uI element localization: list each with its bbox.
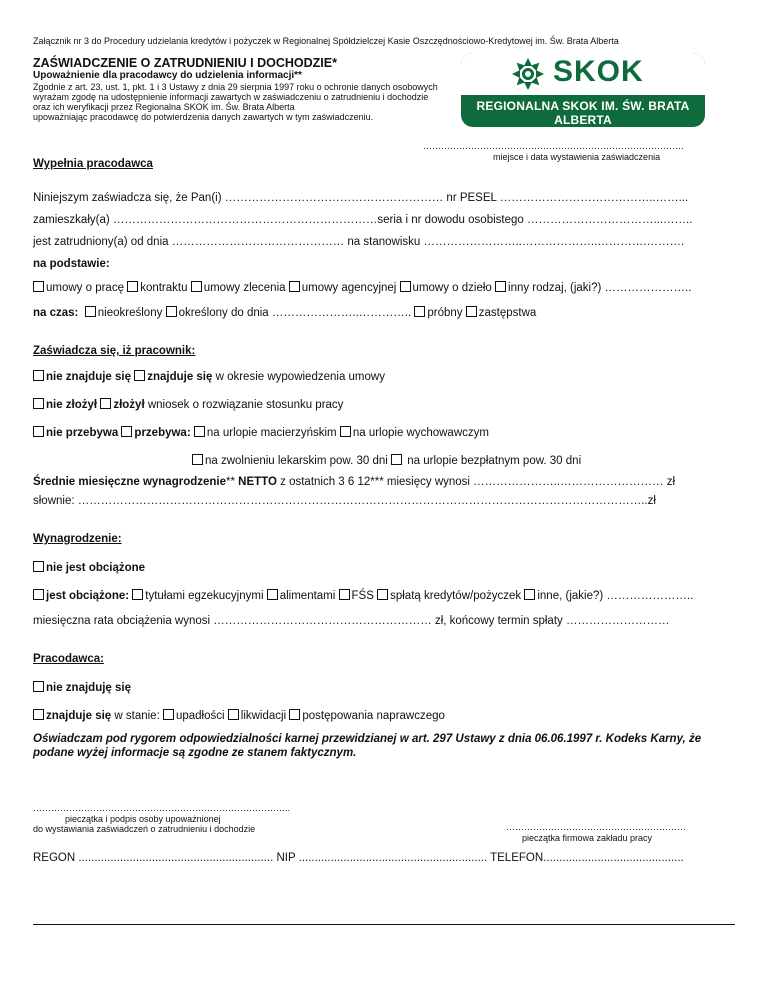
netto-label: NETTO [234, 476, 277, 488]
option-label: postępowania naprawczego [302, 710, 445, 722]
consent-line: wyrażam zgodę na udostępnienie informacji zawartych w zaświadczeniu o zatrudnieniu i dochodzie [33, 92, 429, 102]
checkbox-not-submitted[interactable] [33, 398, 44, 409]
checkbox-not-on-leave[interactable] [33, 426, 44, 437]
checkbox-trial[interactable] [414, 306, 425, 317]
option-label: nieokreślony [97, 307, 163, 319]
amount-in-words-line[interactable]: słownie: …………………………………………………………………………………………………………………………………..zł [33, 495, 656, 507]
skok-emblem-icon [511, 57, 545, 91]
option-label: próbny [427, 307, 463, 319]
termination-row [33, 398, 343, 411]
checkbox-in-notice[interactable] [134, 370, 145, 381]
option-label: wniosek o rozwiązanie stosunku pracy [144, 399, 344, 411]
checkbox-other-basis[interactable] [495, 281, 506, 292]
option-label: określony do dnia …………………..………….. [178, 307, 415, 319]
salary-heading: Wynagrodzenie: [33, 533, 122, 545]
option-label: znajduje się [46, 710, 112, 722]
footer-divider [33, 924, 735, 925]
basis-options [33, 281, 691, 294]
option-label: na urlopie macierzyńskim [206, 427, 337, 439]
employment-position-line[interactable]: jest zatrudniony(a) od dnia ……………………………………… na stanowisku ……………………..………………..………….………. [33, 236, 685, 248]
option-label: likwidacji [240, 710, 287, 722]
checkbox-indefinite[interactable] [85, 306, 96, 317]
option-label: na zwolnieniu lekarskim pow. 30 dni [205, 455, 388, 467]
option-label: umowy zlecenia [203, 282, 286, 294]
option-label: zastępstwa [478, 307, 537, 319]
notice-row [33, 370, 385, 383]
checkbox-specific-work[interactable] [400, 281, 411, 292]
term-options [33, 306, 536, 319]
checkbox-recovery[interactable] [289, 709, 300, 720]
checkbox-agency[interactable] [289, 281, 300, 292]
company-stamp-caption: pieczątka firmowa zakładu pracy [522, 833, 653, 843]
footnote-mark: ** [226, 476, 235, 488]
checkbox-employer-not[interactable] [33, 681, 44, 692]
option-label: tytułami egzekucyjnymi [145, 590, 264, 602]
option-label: umowy o dzieło [412, 282, 492, 294]
option-label: na urlopie bezpłatnym pow. 30 dni [404, 455, 582, 467]
employee-heading: Zaświadcza się, iż pracownik: [33, 345, 196, 357]
checkbox-not-in-notice[interactable] [33, 370, 44, 381]
option-label: alimentami [279, 590, 336, 602]
authorization-subtitle: Upoważnienie dla pracodawcy do udzielenia informacji** [33, 70, 302, 81]
checkbox-submitted[interactable] [100, 398, 111, 409]
option-label: przebywa: [134, 427, 191, 439]
option-label: na urlopie wychowawczym [352, 427, 489, 439]
average-salary-field: z ostatnich 3 6 12*** miesięcy wynosi …………………..……………………… zł [276, 476, 676, 488]
term-label: na czas: [33, 307, 79, 319]
checkbox-fixed-term[interactable] [166, 306, 177, 317]
option-label: umowy o pracę [46, 282, 124, 294]
burdened-row [33, 589, 693, 602]
checkbox-burdened[interactable] [33, 589, 44, 600]
checkbox-employment-contract[interactable] [33, 281, 44, 292]
option-label: nie złożył [46, 399, 98, 411]
signature-caption: do wystawiania zaświadczeń o zatrudnieniu i dochodzie [33, 824, 256, 834]
checkbox-alimony[interactable] [267, 589, 278, 600]
option-label: kontraktu [140, 282, 188, 294]
option-label: nie znajduję się [46, 682, 131, 694]
checkbox-sick-leave[interactable] [192, 454, 203, 465]
logo-brand: SKOK [553, 55, 644, 88]
signature-caption: pieczątka i podpis osoby upoważnionej [65, 814, 221, 824]
option-label: inne, (jakie?) ………………….. [537, 590, 694, 602]
checkbox-fss[interactable] [339, 589, 350, 600]
checkbox-parental-leave[interactable] [340, 426, 351, 437]
authorized-signature-field[interactable]: ………………………………………………………………………….. [33, 803, 291, 813]
company-stamp-field[interactable]: …………………………………………………… [506, 822, 686, 832]
consent-line: Zgodnie z art. 23, ust. 1, pkt. 1 i 3 Ustawy z dnia 29 sierpnia 1997 roku o ochronie danych osobowych [33, 82, 438, 92]
header-note: Załącznik nr 3 do Procedury udzielania kredytów i pożyczek w Regionalnej Spółdzielczej Kasie Oszczędnościowo-Kredytowej im. Św. Brata Alberta [33, 36, 619, 46]
checkbox-loan-repayment[interactable] [377, 589, 388, 600]
option-label: inny rodzaj, (jaki?) ………………….. [508, 282, 692, 294]
average-salary-label: Średnie miesięczne wynagrodzenie [33, 476, 227, 488]
declaration-line: Oświadczam pod rygorem odpowiedzialności karnej przewidzianej w art. 297 Ustawy z dnia 06.06.1997 r. Kodeks Karny, że [33, 733, 702, 745]
option-label: nie znajduje się [46, 371, 131, 383]
employer-fill-heading: Wypełnia pracodawca [33, 158, 153, 170]
regon-nip-phone-line[interactable]: REGON ............................................................. NIP ........................................................... TELEFON............................................ [33, 852, 684, 864]
name-pesel-line[interactable]: Niniejszym zaświadcza się, że Pan(i) ………………………………………………… nr PESEL …………………………………..……... [33, 192, 689, 204]
option-label: znajduje się [147, 371, 213, 383]
checkbox-contract[interactable] [127, 281, 138, 292]
option-label: w stanie: [111, 710, 160, 722]
employer-heading: Pracodawca: [33, 653, 104, 665]
checkbox-not-burdened[interactable] [33, 561, 44, 572]
document-title: ZAŚWIADCZENIE O ZATRUDNIENIU I DOCHODZIE* [33, 56, 337, 70]
basis-label: na podstawie: [33, 258, 110, 270]
checkbox-mandate[interactable] [191, 281, 202, 292]
option-label: nie przebywa [46, 427, 119, 439]
checkbox-on-leave[interactable] [121, 426, 132, 437]
option-label: w okresie wypowiedzenia umowy [212, 371, 385, 383]
consent-line: upoważniając pracodawcę do potwierdzenia danych zawartych w tym zaświadczeniu. [33, 112, 374, 122]
leave-row-2 [192, 454, 581, 467]
average-salary-line[interactable] [33, 476, 675, 488]
address-id-line[interactable]: zamieszkały(a) ……………………………………………………………seria i nr dowodu osobistego ……………………………...…….. [33, 214, 693, 226]
installment-line[interactable]: miesięczna rata obciążenia wynosi ………………………………………………… zł, końcowy termin spłaty ……………………… [33, 615, 670, 627]
employer-state-row [33, 709, 445, 722]
checkbox-substitution[interactable] [466, 306, 477, 317]
place-date-field[interactable]: …………………………………………………………………………… [423, 141, 684, 151]
employer-not-row [33, 681, 131, 694]
declaration-line: podane wyżej informacje są zgodne ze stanem faktycznym. [33, 747, 357, 759]
leave-row [33, 426, 489, 439]
option-label: jest obciążone: [46, 590, 130, 602]
place-date-caption: miejsce i data wystawienia zaświadczenia [493, 152, 661, 162]
not-burdened-row [33, 561, 145, 574]
checkbox-enforcement[interactable] [132, 589, 143, 600]
option-label: FŚS [351, 590, 374, 602]
option-label: nie jest obciążone [46, 562, 146, 574]
checkbox-maternity-leave[interactable] [194, 426, 205, 437]
option-label: upadłości [175, 710, 225, 722]
checkbox-bankruptcy[interactable] [163, 709, 174, 720]
consent-line: oraz ich weryfikacji przez Regionalna SKOK im. Św. Brata Alberta [33, 102, 295, 112]
checkbox-unpaid-leave[interactable] [391, 454, 402, 465]
option-label: umowy agencyjnej [301, 282, 397, 294]
logo-subtitle: REGIONALNA SKOK IM. ŚW. BRATA ALBERTA [476, 99, 690, 127]
option-label: spłatą kredytów/pożyczek [390, 590, 522, 602]
checkbox-other-burden[interactable] [524, 589, 535, 600]
option-label: złożył [113, 399, 145, 411]
skok-logo [461, 53, 705, 127]
checkbox-liquidation[interactable] [228, 709, 239, 720]
checkbox-employer-in-state[interactable] [33, 709, 44, 720]
